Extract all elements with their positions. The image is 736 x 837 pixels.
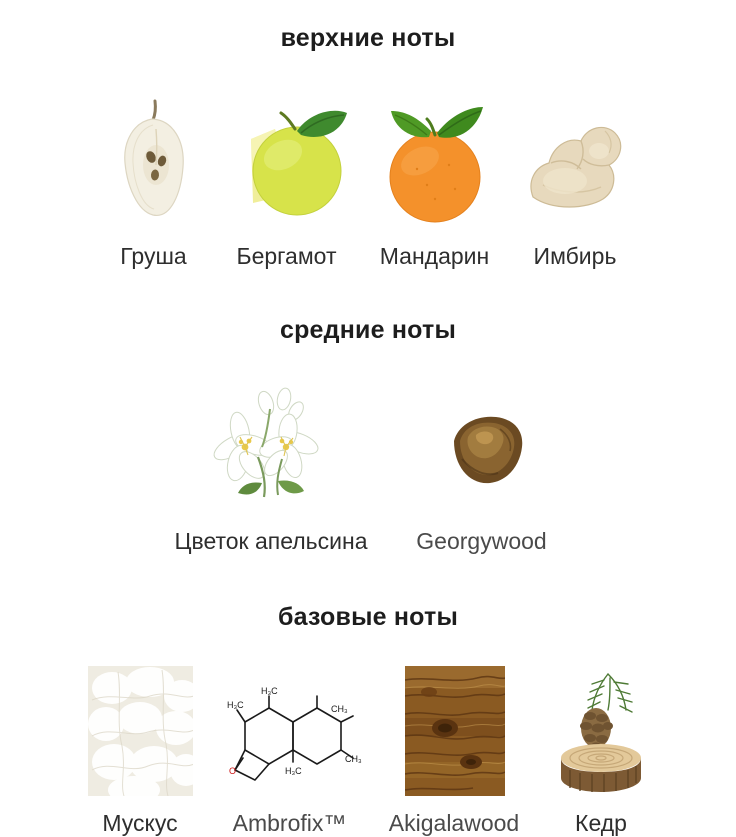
note-item-pear	[99, 89, 209, 270]
svg-text:H₃C: H₃C	[226, 700, 244, 710]
svg-text:CH₃: CH₃	[344, 754, 362, 764]
section-top-notes	[0, 0, 736, 270]
resin-stone-illustration	[402, 385, 562, 510]
section-middle-notes	[0, 270, 736, 555]
note-item-georgywood	[402, 385, 562, 555]
section-title-top-notes: верхние ноты	[280, 24, 456, 52]
bergamot-image	[217, 89, 357, 229]
note-item-mandarin	[365, 89, 505, 270]
pear-illustration	[99, 89, 209, 229]
cedar-stump-illustration	[544, 666, 659, 796]
note-item-ambrofix	[215, 666, 365, 837]
notes-row-top	[99, 89, 638, 270]
note-label-akigalawood: Akigalawood	[388, 810, 520, 836]
section-title-base-notes: базовые ноты	[277, 603, 459, 631]
svg-text:O: O	[228, 766, 236, 776]
cedar-image	[544, 666, 659, 796]
note-label-cedar: Кедр	[575, 810, 627, 836]
georgywood-image	[402, 385, 562, 510]
section-title-middle-notes: средние ноты	[279, 316, 456, 344]
notes-row-middle	[174, 385, 561, 555]
svg-text:H₃C: H₃C	[284, 766, 302, 776]
note-label-orange-blossom: Цветок апельсина	[174, 528, 368, 554]
section-base-notes	[0, 555, 736, 837]
note-label-musk: Мускус	[102, 810, 178, 836]
note-label-ambrofix: Ambrofix™	[232, 810, 347, 836]
note-label-pear: Груша	[120, 243, 187, 269]
ambrofix-image	[215, 666, 365, 796]
note-label-bergamot: Бергамот	[236, 243, 337, 269]
note-label-mandarin: Мандарин	[379, 243, 490, 269]
musk-image	[78, 666, 203, 796]
note-item-ginger	[513, 89, 638, 270]
notes-row-base	[78, 666, 659, 837]
musk-illustration	[78, 666, 203, 796]
pear-image	[99, 89, 209, 229]
molecule-diagram-illustration	[215, 666, 365, 796]
akigalawood-image	[377, 666, 532, 796]
note-item-akigalawood	[377, 666, 532, 837]
mandarin-image	[365, 89, 505, 229]
orange-blossom-illustration	[196, 385, 346, 510]
wood-grain-illustration	[377, 666, 532, 796]
orange-blossom-image	[196, 385, 346, 510]
ginger-illustration	[513, 89, 638, 229]
note-item-musk	[78, 666, 203, 837]
note-item-cedar	[544, 666, 659, 837]
note-label-ginger: Имбирь	[533, 243, 617, 269]
note-item-bergamot	[217, 89, 357, 270]
note-label-georgywood: Georgywood	[416, 528, 547, 554]
bergamot-illustration	[217, 89, 357, 229]
note-item-orange-blossom	[174, 385, 367, 555]
svg-text:CH₃: CH₃	[330, 704, 348, 714]
mandarin-illustration	[365, 89, 505, 229]
svg-text:H₃C: H₃C	[260, 686, 278, 696]
ginger-image	[513, 89, 638, 229]
